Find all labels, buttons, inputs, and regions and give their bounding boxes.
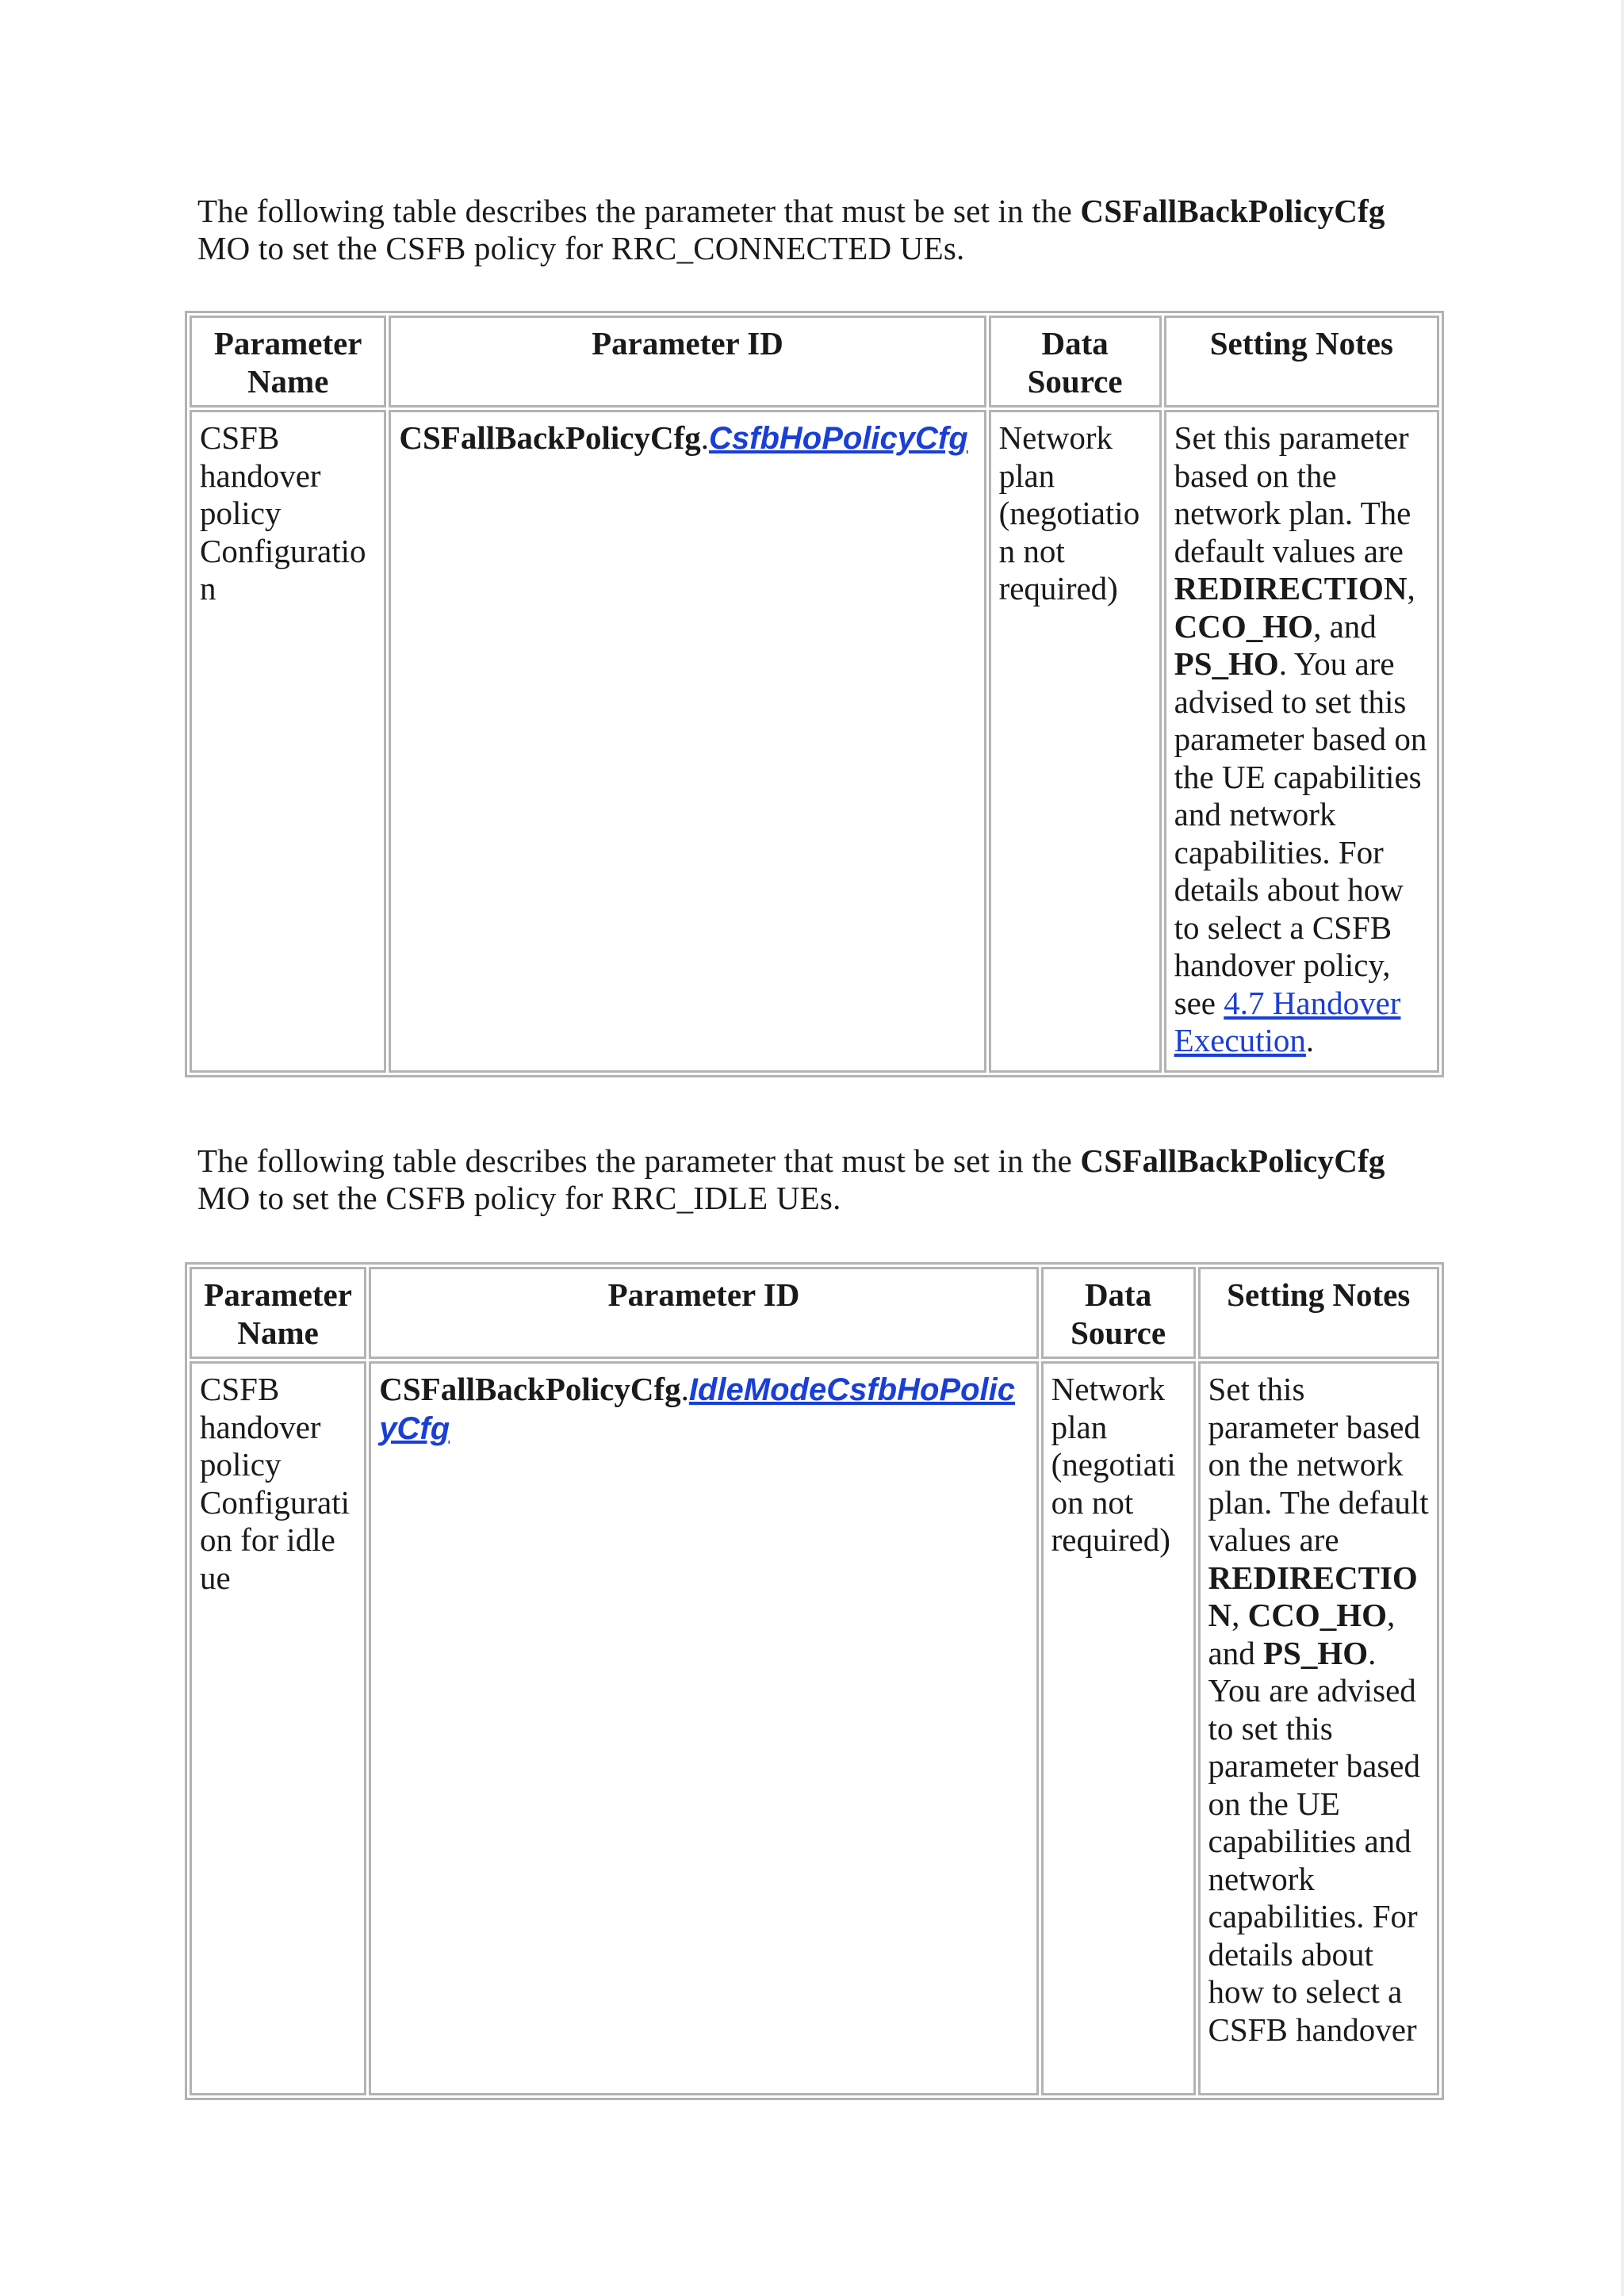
parameter-attribute-link[interactable]: CsfbHoPolicyCfg bbox=[709, 421, 968, 456]
value-ps-ho: PS_HO bbox=[1174, 645, 1279, 682]
table-row bbox=[190, 1361, 1439, 2095]
cell-data-source: Network plan (negotiation not required) bbox=[989, 410, 1162, 1073]
notes-text: Set this parameter based on the network plan. The default values are bbox=[1174, 419, 1411, 569]
value-redirection: REDIRECTION bbox=[1208, 1559, 1418, 1633]
notes-sep: , and bbox=[1313, 607, 1377, 645]
cell-data-source: Network plan (negotiation not required) bbox=[1041, 1361, 1196, 2095]
value-ps-ho: PS_HO bbox=[1262, 1634, 1369, 1671]
cell-parameter-name: CSFB handover policy Configuration for idle ue bbox=[190, 1361, 366, 2095]
cell-parameter-id bbox=[389, 410, 986, 1073]
notes-sep: , bbox=[1407, 570, 1415, 607]
page-edge bbox=[1621, 0, 1624, 2296]
header-setting-notes: Setting Notes bbox=[1198, 1267, 1439, 1359]
cell-setting-notes bbox=[1198, 1361, 1439, 2095]
handover-execution-link[interactable]: 4.7 Handover Execution bbox=[1174, 984, 1401, 1058]
parameter-attribute-link[interactable]: IdleModeCsfbHoPolicyCfg bbox=[379, 1372, 1016, 1446]
header-setting-notes: Setting Notes bbox=[1164, 316, 1439, 408]
parameter-object: CSFallBackPolicyCfg bbox=[379, 1371, 681, 1407]
value-redirection: REDIRECTION bbox=[1174, 570, 1408, 607]
intro-text: The following table describes the parameter that must be set in the bbox=[197, 1142, 1081, 1179]
mo-name: CSFallBackPolicyCfg bbox=[1080, 1142, 1385, 1179]
value-cco-ho: CCO_HO bbox=[1247, 1597, 1388, 1633]
table-row bbox=[190, 410, 1439, 1073]
parameter-table-connected bbox=[185, 311, 1444, 1077]
header-parameter-name: Parameter Name bbox=[190, 1267, 366, 1359]
intro-text: The following table describes the parameter that must be set in the bbox=[197, 193, 1081, 229]
header-data-source: Data Source bbox=[1041, 1267, 1196, 1359]
parameter-table-idle bbox=[185, 1262, 1444, 2100]
intro-text-end: MO to set the CSFB policy for RRC_CONNECTED UEs. bbox=[197, 230, 965, 266]
header-data-source: Data Source bbox=[989, 316, 1162, 408]
mo-name: CSFallBackPolicyCfg bbox=[1080, 193, 1385, 229]
value-cco-ho: CCO_HO bbox=[1174, 607, 1314, 645]
header-parameter-name: Parameter Name bbox=[190, 316, 386, 408]
cell-parameter-id bbox=[369, 1361, 1038, 2095]
notes-text: . You are advised to set this parameter based on the UE capabilities and network capabilities. For details about how to select a CSFB handover bbox=[1208, 1634, 1420, 2048]
parameter-dot: . bbox=[700, 419, 709, 456]
cell-parameter-name: CSFB handover policy Configuration bbox=[190, 410, 386, 1073]
intro-paragraph-connected bbox=[197, 193, 1387, 267]
parameter-object: CSFallBackPolicyCfg bbox=[399, 419, 701, 456]
header-parameter-id: Parameter ID bbox=[369, 1267, 1038, 1359]
notes-sep: , and bbox=[1208, 1597, 1396, 1671]
notes-text: Set this parameter based on the network plan. The default values are bbox=[1208, 1371, 1429, 1558]
parameter-dot: . bbox=[680, 1371, 689, 1407]
notes-sep: , bbox=[1231, 1597, 1248, 1633]
notes-text: . You are advised to set this parameter based on the UE capabilities and network capabilities. For details about how to select a CSFB handover policy, see bbox=[1174, 645, 1427, 1021]
table-header-row bbox=[190, 316, 1439, 408]
intro-text-end: MO to set the CSFB policy for RRC_IDLE UEs. bbox=[197, 1180, 841, 1216]
cell-setting-notes bbox=[1164, 410, 1439, 1073]
notes-end: . bbox=[1305, 1022, 1315, 1058]
intro-paragraph-idle bbox=[197, 1142, 1387, 1217]
table-header-row bbox=[190, 1267, 1439, 1359]
header-parameter-id: Parameter ID bbox=[389, 316, 986, 408]
